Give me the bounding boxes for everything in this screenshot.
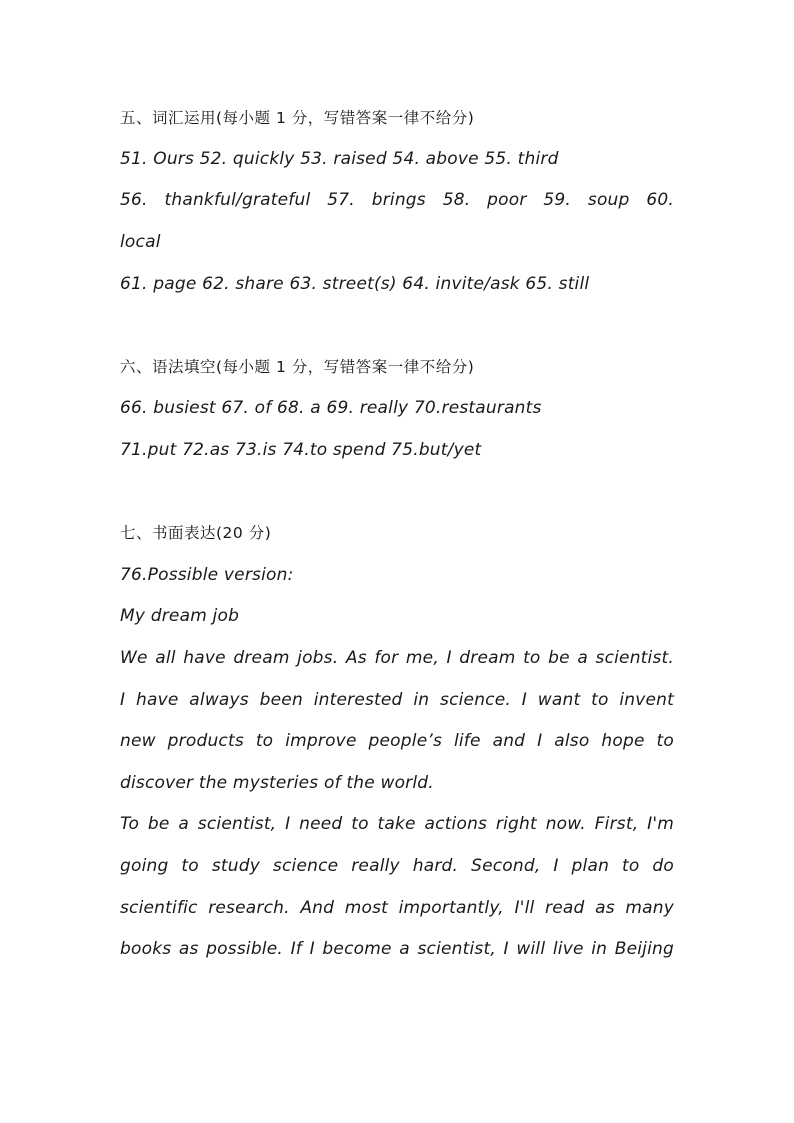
version-label: 76.Possible version: <box>120 565 294 585</box>
essay-p2-line: books as possible. If I become a scientist, I will live in Beijing <box>120 939 674 959</box>
essay-p2-line: scientific research. And most importantly, I'll read as many <box>120 898 674 918</box>
essay-title: My dream job <box>120 606 240 626</box>
essay-p1-line: discover the mysteries of the world. <box>120 773 434 793</box>
section5-answers-56-60: 56. thankful/grateful 57. brings 58. poor 59. soup 60. <box>120 190 674 210</box>
essay-p1-line: We all have dream jobs. As for me, I dream to be a scientist. <box>120 648 674 668</box>
section7-heading: 七、书面表达(20 分) <box>120 524 272 542</box>
essay-p1-line: I have always been interested in science. I want to invent <box>120 690 674 710</box>
section6-heading: 六、语法填空(每小题 1 分，写错答案一律不给分) <box>120 358 475 376</box>
section6-answers-66-70: 66. busiest 67. of 68. a 69. really 70.restaurants <box>120 398 542 418</box>
section5-answers-60-cont: local <box>120 232 161 252</box>
section5-heading: 五、词汇运用(每小题 1 分，写错答案一律不给分) <box>120 109 475 127</box>
essay-p2-line: going to study science really hard. Second, I plan to do <box>120 856 674 876</box>
section6-answers-71-75: 71.put 72.as 73.is 74.to spend 75.but/yet <box>120 440 482 460</box>
section5-answers-51-55: 51. Ours 52. quickly 53. raised 54. above 55. third <box>120 149 559 169</box>
essay-p1-line: new products to improve people’s life and I also hope to <box>120 731 674 751</box>
section5-answers-61-65: 61. page 62. share 63. street(s) 64. invite/ask 65. still <box>120 274 590 294</box>
essay-p2-line: To be a scientist, I need to take actions right now. First, I'm <box>120 814 674 834</box>
